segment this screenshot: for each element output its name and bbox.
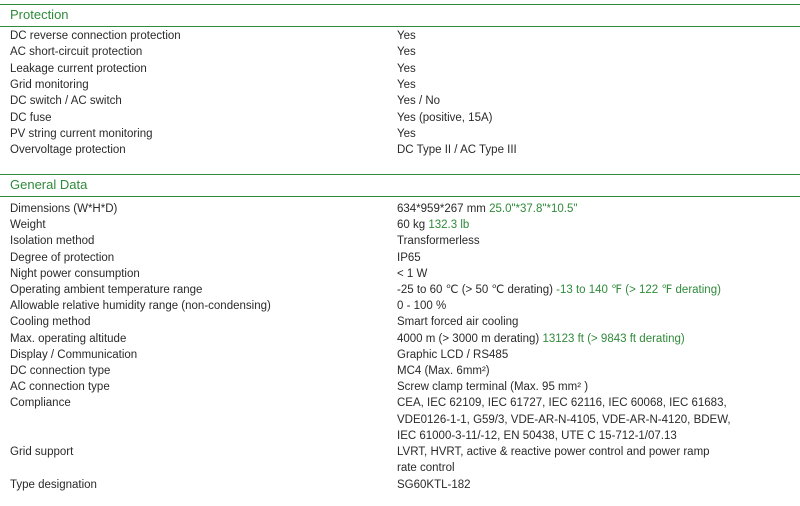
spec-value: 634*959*267 mm 25.0"*37.8"*10.5"	[397, 203, 578, 215]
imperial-value: 13123 ft (> 9843 ft derating)	[542, 332, 685, 345]
spec-value: 4000 m (> 3000 m derating) 13123 ft (> 9843 ft derating)	[397, 332, 685, 345]
spec-label: Grid support	[10, 446, 74, 458]
imperial-value: -13 to 140 ℉ (> 122 ℉ derating)	[556, 284, 721, 296]
spec-label: DC connection type	[10, 365, 111, 377]
section-rule-bottom	[0, 196, 800, 197]
spec-label: Allowable relative humidity range (non-condensing)	[10, 300, 271, 313]
section-title: General Data	[10, 177, 88, 192]
spec-value: Yes	[397, 46, 416, 59]
section-rule-bottom	[0, 26, 800, 27]
spec-label: Grid monitoring	[10, 78, 89, 91]
spec-value: Transformerless	[397, 235, 480, 248]
spec-label: Dimensions (W*H*D)	[10, 203, 118, 215]
spec-label: Leakage current protection	[10, 62, 147, 75]
spec-value: -25 to 60 ℃ (> 50 ℃ derating) -13 to 140 ℉ (> 122 ℉ derating)	[397, 284, 721, 296]
spec-value: Yes	[397, 127, 416, 140]
spec-label: PV string current monitoring	[10, 127, 153, 140]
spec-value: CEA, IEC 62109, IEC 61727, IEC 62116, IEC 60068, IEC 61683, VDE0126-1-1, G59/3, VDE-AR-N-4105, VDE-AR-N-4120, BDEW, IEC 61000-3-11/-12, EN 50438, UTE C 15-712-1/07.13	[397, 397, 731, 442]
spec-value: Graphic LCD / RS485	[397, 348, 509, 361]
spec-value: DC Type II / AC Type III	[397, 144, 517, 157]
spec-label: Cooling method	[10, 316, 91, 329]
spec-label: Degree of protection	[10, 251, 115, 264]
imperial-value: 132.3 lb	[428, 219, 470, 232]
spec-label: Overvoltage protection	[10, 144, 126, 157]
section-header-protection	[0, 4, 800, 26]
spec-value: Yes / No	[397, 95, 441, 108]
spec-label: Operating ambient temperature range	[10, 284, 203, 296]
spec-value: 0 - 100 %	[397, 300, 447, 313]
spec-label: DC switch / AC switch	[10, 95, 122, 108]
spec-label: Max. operating altitude	[10, 332, 127, 345]
spec-label: AC short-circuit protection	[10, 46, 143, 59]
spec-label: DC reverse connection protection	[10, 30, 181, 42]
spec-label: Night power consumption	[10, 267, 140, 280]
spec-value: Yes (positive, 15A)	[397, 111, 493, 124]
spec-value: LVRT, HVRT, active & reactive power control and power ramp rate control	[397, 446, 710, 475]
spec-value: Yes	[397, 78, 416, 91]
spec-label: Display / Communication	[10, 348, 138, 361]
section-title: Protection	[10, 7, 69, 22]
spec-value: 60 kg 132.3 lb	[397, 219, 470, 232]
spec-value: < 1 W	[397, 267, 428, 280]
imperial-value: 25.0"*37.8"*10.5"	[489, 203, 578, 215]
spec-value: IP65	[397, 251, 421, 264]
spec-value: Yes	[397, 30, 416, 42]
spec-label: Type designation	[10, 479, 97, 491]
spec-label: AC connection type	[10, 381, 110, 394]
spec-label: Weight	[10, 219, 46, 232]
spec-value: Screw clamp terminal (Max. 95 mm² )	[397, 381, 589, 394]
spec-value: SG60KTL-182	[397, 479, 471, 491]
spec-label: Isolation method	[10, 235, 95, 248]
section-rule-top	[0, 174, 800, 175]
spec-value: Yes	[397, 62, 416, 75]
spec-value: Smart forced air cooling	[397, 316, 519, 329]
section-header-general-data	[0, 174, 800, 196]
section-rule-top	[0, 4, 800, 5]
spec-value: MC4 (Max. 6mm²)	[397, 365, 490, 377]
spec-label: Compliance	[10, 397, 71, 410]
spec-label: DC fuse	[10, 111, 52, 124]
